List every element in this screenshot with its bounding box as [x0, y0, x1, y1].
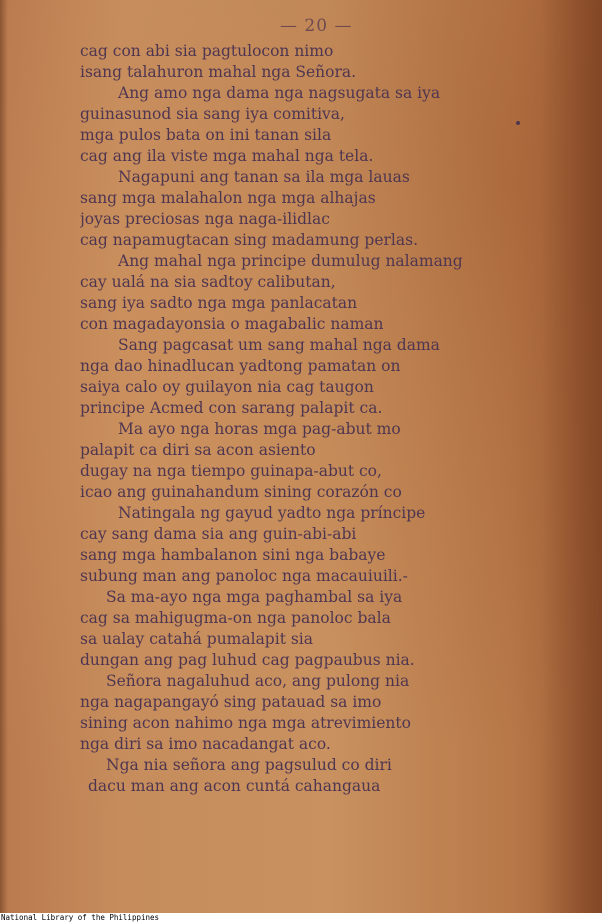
text-line-6: cag ang ila viste mga mahal nga tela. [80, 147, 374, 165]
text-line-15: Sang pagcasat um sang mahal nga dama [118, 336, 440, 354]
text-line-25: sang mga hambalanon sini nga babaye [80, 546, 386, 564]
text-line-33: sining acon nahimo nga mga atrevimiento [80, 714, 411, 732]
text-line-24: cay sang dama sia ang guin-abi-abi [80, 525, 357, 543]
text-line-1: cag con abi sia pagtulocon nimo [80, 42, 334, 60]
text-line-17: saiya calo oy guilayon nia cag taugon [80, 378, 374, 396]
text-line-30: dungan ang pag luhud cag pagpaubus nia. [80, 651, 415, 669]
text-line-9: joyas preciosas nga naga-ilidlac [80, 210, 330, 228]
text-line-16: nga dao hinadlucan yadtong pamatan on [80, 357, 401, 375]
text-line-29: sa ualay catahá pumalapit sia [80, 630, 313, 648]
text-line-4: guinasunod sia sang iya comitiva, [80, 105, 345, 123]
text-line-12: cay ualá na sia sadtoy calibutan, [80, 273, 336, 291]
text-line-18: principe Acmed con sarang palapit ca. [80, 399, 383, 417]
text-line-28: cag sa mahigugma-on nga panoloc bala [80, 609, 391, 627]
page-edge-shadow [542, 0, 602, 913]
library-credit: National Library of the Philippines [1, 913, 160, 922]
text-line-31: Señora nagaluhud aco, ang pulong nia [106, 672, 410, 690]
poem-text [80, 41, 550, 797]
text-line-20: palapit ca diri sa acon asiento [80, 441, 316, 459]
text-line-21: dugay na nga tiempo guinapa-abut co, [80, 462, 382, 480]
text-line-34: nga diri sa imo nacadangat aco. [80, 735, 331, 753]
text-line-3: Ang amo nga dama nga nagsugata sa iya [118, 84, 441, 102]
text-line-14: con magadayonsia o magabalic naman [80, 315, 384, 333]
page-binding-shadow [0, 0, 8, 913]
footer-bar [0, 913, 602, 923]
text-line-27: Sa ma-ayo nga mga paghambal sa iya [106, 588, 403, 606]
text-line-36: dacu man ang acon cuntá cahangaua [88, 777, 381, 795]
text-line-5: mga pulos bata on ini tanan sila [80, 126, 332, 144]
text-line-35: Nga nia señora ang pagsulud co diri [106, 756, 392, 774]
page-number: — 20 — [280, 16, 353, 36]
text-line-22: icao ang guinahandum sining corazón co [80, 483, 402, 501]
text-line-8: sang mga malahalon nga mga alhajas [80, 189, 376, 207]
text-line-13: sang iya sadto nga mga panlacatan [80, 294, 358, 312]
text-line-23: Natingala ng gayud yadto nga príncipe [118, 504, 426, 522]
text-line-32: nga nagapangayó sing patauad sa imo [80, 693, 382, 711]
text-line-7: Nagapuni ang tanan sa ila mga lauas [118, 168, 410, 186]
text-line-19: Ma ayo nga horas mga pag-abut mo [118, 420, 401, 438]
text-line-26: subung man ang panoloc nga macauiuili.- [80, 567, 408, 585]
ink-speck [516, 121, 520, 125]
text-line-10: cag napamugtacan sing madamung perlas. [80, 231, 419, 249]
text-line-2: isang talahuron mahal nga Señora. [80, 63, 357, 81]
text-line-11: Ang mahal nga principe dumulug nalamang [118, 252, 463, 270]
